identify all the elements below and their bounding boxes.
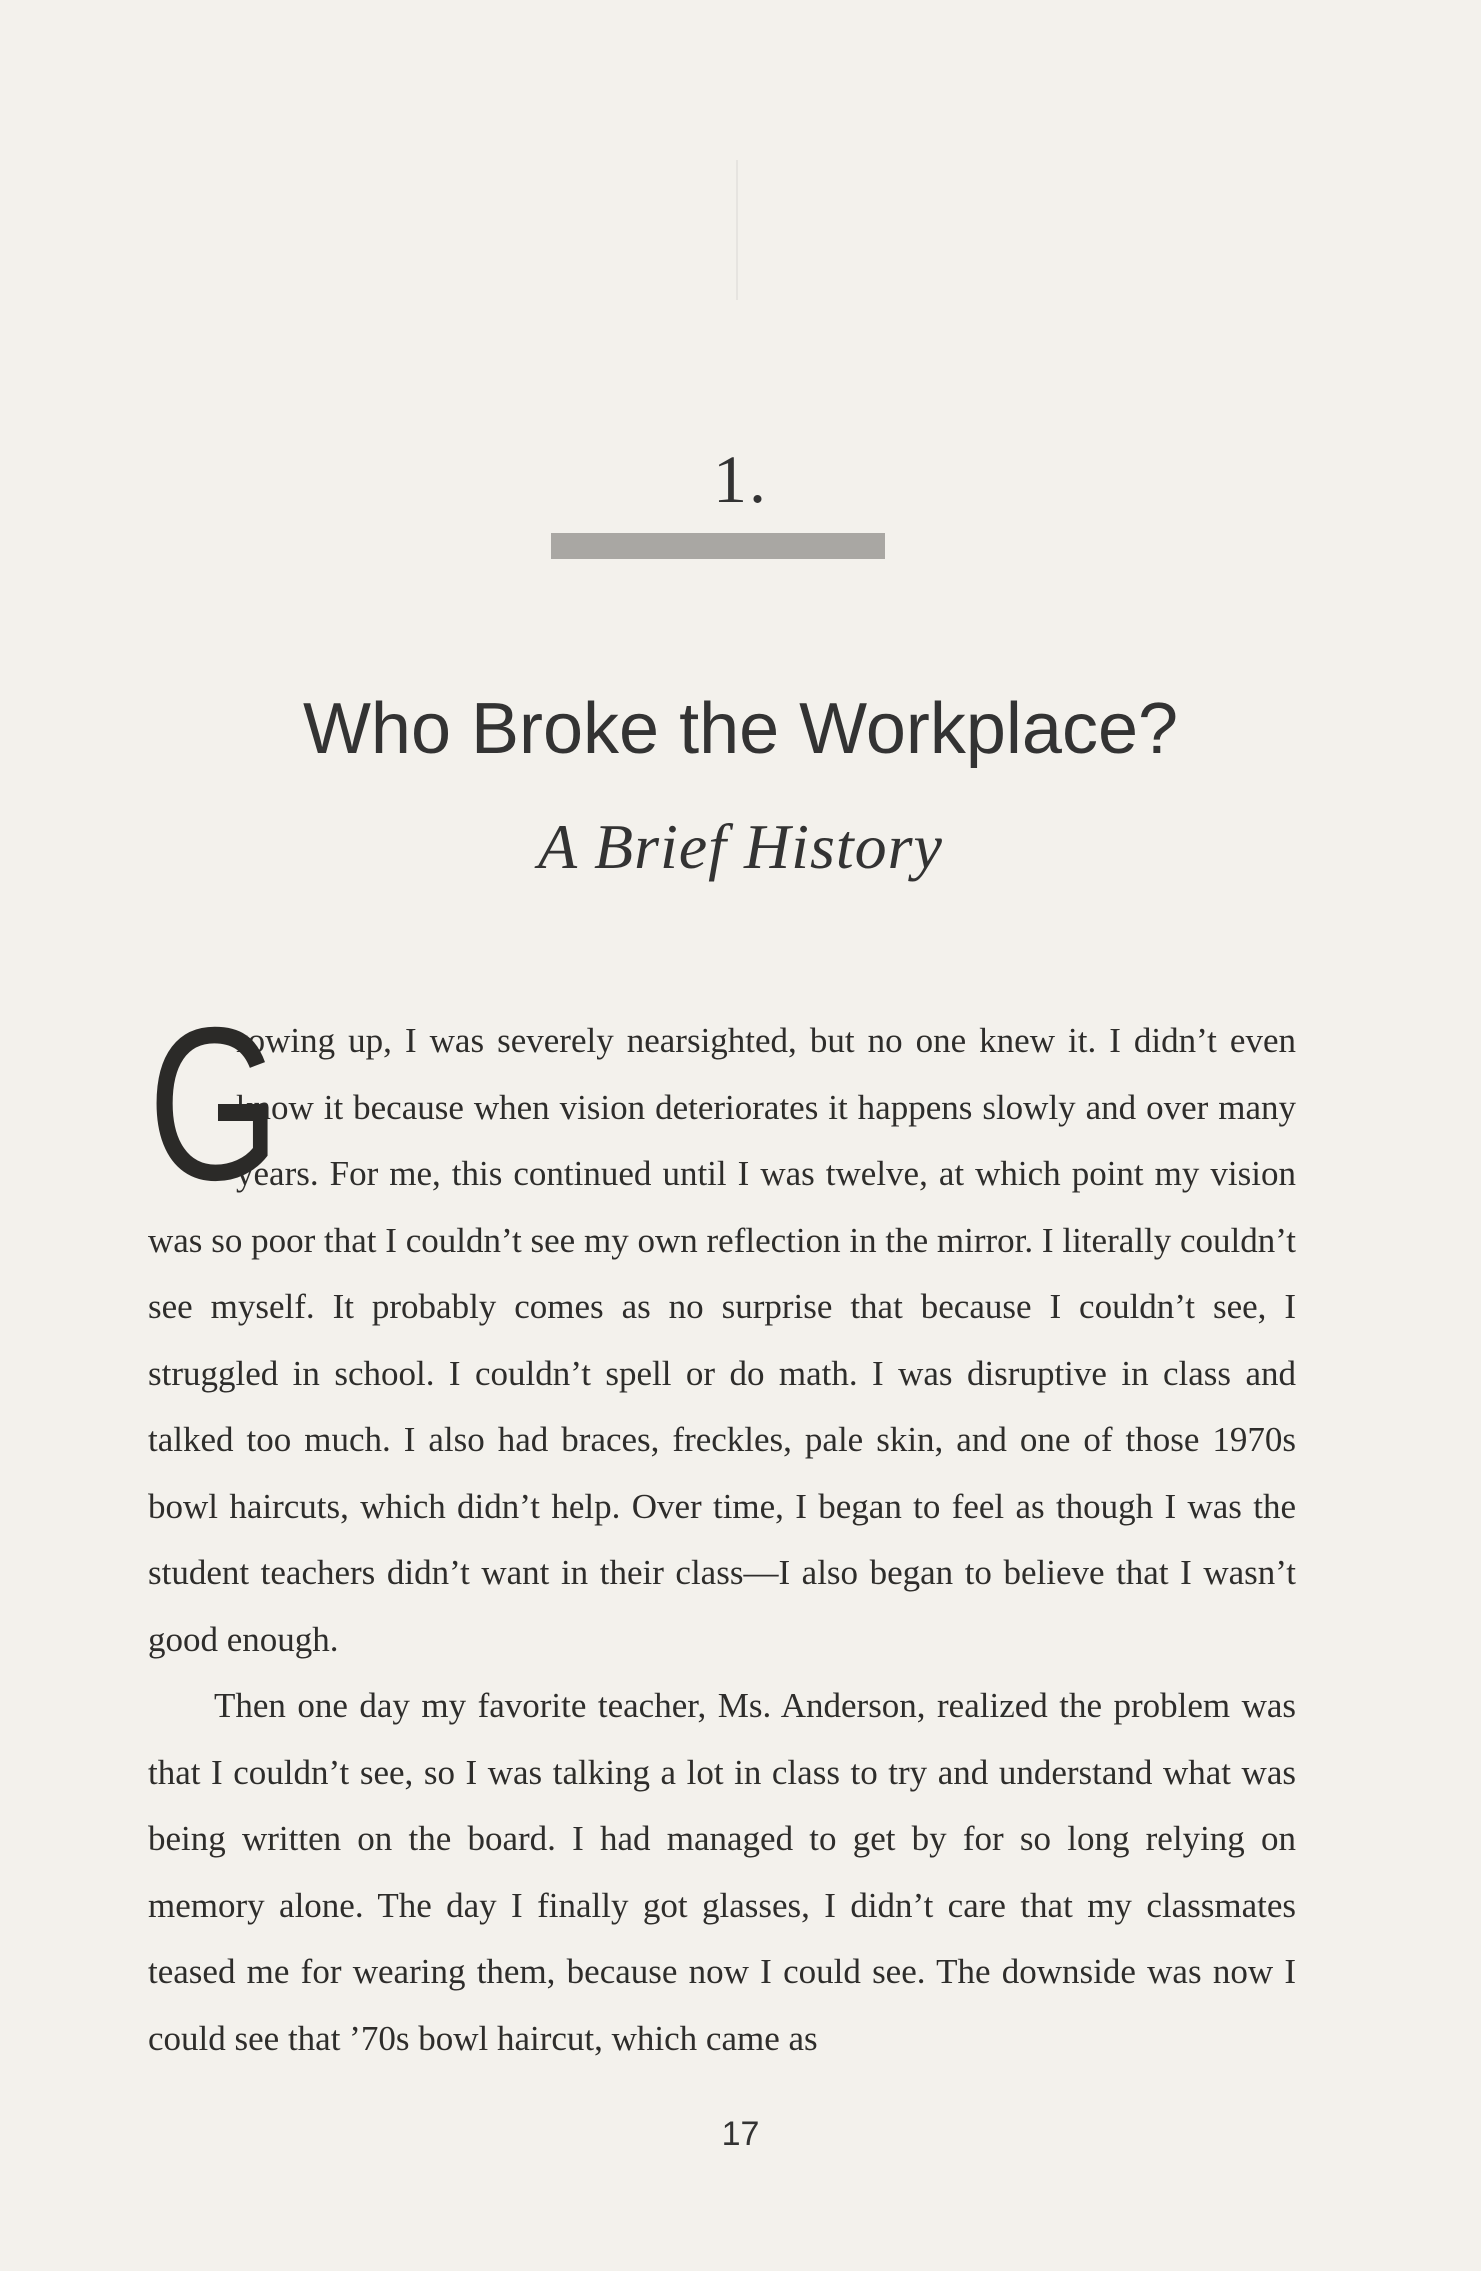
page-number: 17 <box>721 2115 760 2153</box>
chapter-subtitle: A Brief History <box>538 811 943 882</box>
paragraph-1-text: rowing up, I was severely nearsighted, but no one knew it. I didn’t even know it because when vision deteriorates it happens slowly and over many years. For me, this continued until I was twelve, at which point my vision was so poor that I couldn’t see my own reflection in the mirror. I literally couldn’t see myself. It probably comes as no surprise that because I couldn’t see, I struggled in school. I couldn’t spell or do math. I was disruptive in class and talked too much. I also had braces, freckles, pale skin, and one of those 1970s bowl haircuts, which didn’t help. Over time, I began to feel as though I was the student teachers didn’t want in their class—I also began to believe that I wasn’t good enough. <box>148 1021 1296 1659</box>
drop-cap: G <box>148 983 281 1226</box>
chapter-number: 1. <box>713 441 768 517</box>
chapter-title: Who Broke the Workplace? <box>302 689 1179 769</box>
paragraph-1 <box>148 983 1296 1673</box>
body-text <box>148 983 1296 2072</box>
paragraph-2: Then one day my favorite teacher, Ms. Anderson, realized the problem was that I couldn’t see, so I was talking a lot in class to try and understand what was being written on the board. I had managed to get by for so long relying on memory alone. The day I finally got glasses, I didn’t care that my classmates teased me for wearing them, because now I could see. The downside was now I could see that ’70s bowl haircut, which came as <box>148 1686 1296 2058</box>
chapter-rule <box>551 533 885 559</box>
paper-crease <box>736 160 738 300</box>
